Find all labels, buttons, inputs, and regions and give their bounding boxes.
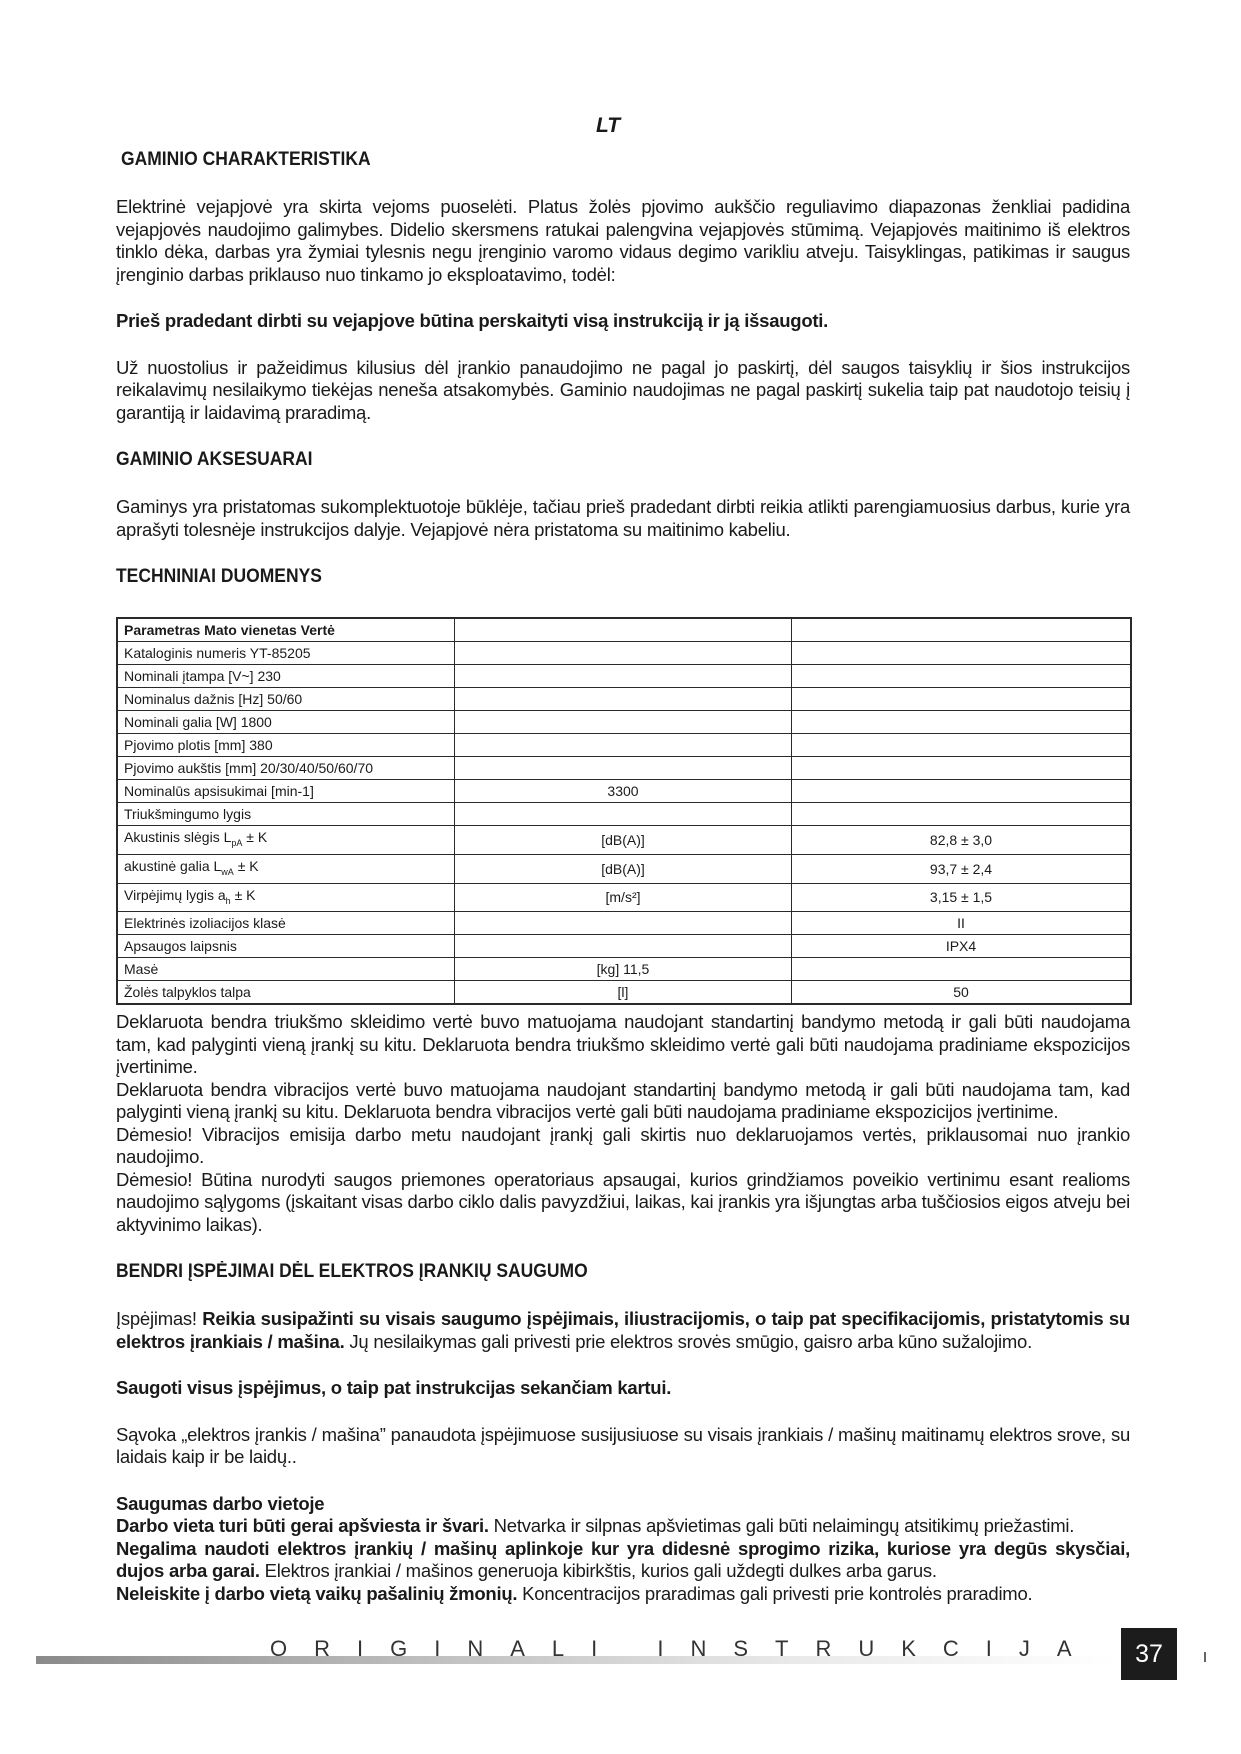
page-content xyxy=(116,148,1130,1605)
value-cell xyxy=(792,734,1132,757)
value-cell xyxy=(792,780,1132,803)
unit-cell: [l] xyxy=(455,981,792,1005)
language-code: LT xyxy=(596,114,621,137)
vibration-note: Deklaruota bendra vibracijos vertė buvo matuojama naudojant standartinį bandymo metodą ir gali būti naudojama tam, kad palyginti vieną įrankį su kitu. Deklaruota bendra vibracijos vertė gali būti naudojama pradiniame ekspozicijos įvertinime. xyxy=(116,1078,1130,1123)
table-row xyxy=(117,734,1131,757)
value-cell xyxy=(792,618,1132,642)
table-row xyxy=(117,826,1131,855)
param-cell: Virpėjimų lygis $a_h \pm K$ xyxy=(117,883,455,912)
table-row xyxy=(117,780,1131,803)
value-cell: IPX4 xyxy=(792,935,1132,958)
table-row xyxy=(117,854,1131,883)
unit-cell xyxy=(455,688,792,711)
value-cell: 3,15 ± 1,5 xyxy=(792,883,1132,912)
unit-cell xyxy=(455,665,792,688)
footer-original-instructions: ORIGINALI INSTRUKCIJA xyxy=(270,1636,1099,1661)
unit-cell xyxy=(455,757,792,780)
table-row xyxy=(117,958,1131,981)
param-cell: Pjovimo plotis [mm] 380 xyxy=(117,734,455,757)
value-cell xyxy=(792,958,1132,981)
unit-cell xyxy=(455,642,792,665)
param-cell: Akustinis slėgis $L_{pA} \pm K$ xyxy=(117,826,455,855)
value-cell: 50 xyxy=(792,981,1132,1005)
concept-paragraph: Sąvoka „elektros įrankis / mašina” panaudota įspėjimuose susijusiuose su visais įrankiais / mašinų maitinamų elektros srove, su laidais kaip ir be laidų.. xyxy=(116,1423,1130,1468)
unit-cell xyxy=(455,711,792,734)
param-cell: Apsaugos laipsnis xyxy=(117,935,455,958)
general-warning-paragraph: Įspėjimas! Reikia susipažinti su visais saugumo įspėjimais, iliustracijomis, o taip pat specifikacijomis, pristatytomis su elektros įrankiais / mašina. Jų nesilaikymas gali privesti prie elektros srovės smūgio, gaisro arba kūno sužalojimo. xyxy=(116,1308,1130,1352)
accessories-paragraph: Gaminys yra pristatomas sukomplektuotoje būklėje, tačiau prieš pradedant dirbti reikia atlikti parengiamuosius darbus, kurie yra aprašyti tolesnėje instrukcijos dalyje. Vejapjovė nėra pristatoma su maitinimo kabeliu. xyxy=(116,496,1130,540)
edge-mark xyxy=(1204,1652,1206,1662)
section-title-general-warnings: BENDRI ĮSPĖJIMAI DĖL ELEKTROS ĮRANKIŲ SAUGUMO xyxy=(116,1261,588,1283)
value-cell xyxy=(792,642,1132,665)
technical-data-table xyxy=(116,617,1132,1005)
value-cell: 93,7 ± 2,4 xyxy=(792,854,1132,883)
unit-cell xyxy=(455,935,792,958)
param-cell: Elektrinės izoliacijos klasė xyxy=(117,912,455,935)
table-row xyxy=(117,711,1131,734)
table-row xyxy=(117,688,1131,711)
section-title-accessories: GAMINIO AKSESUARAI xyxy=(116,449,313,470)
param-cell: Parametras Mato vienetas Vertė xyxy=(117,618,455,642)
value-cell: II xyxy=(792,912,1132,935)
unit-cell xyxy=(455,618,792,642)
table-row xyxy=(117,803,1131,826)
liability-paragraph: Už nuostolius ir pažeidimus kilusius dėl įrankio panaudojimo ne pagal jo paskirtį, dėl saugos taisyklių ir šios instrukcijos reikalavimų nesilaikymo tiekėjas neneša atsakomybės. Gaminio naudojimas ne pagal paskirtį sukelia taip pat naudotojo teisių į garantiją ir laidavimą praradimą. xyxy=(116,356,1130,423)
table-row xyxy=(117,642,1131,665)
unit-cell xyxy=(455,803,792,826)
param-cell: Pjovimo aukštis [mm] 20/30/40/50/60/70 xyxy=(117,757,455,780)
param-cell: Nominali įtampa [V~] 230 xyxy=(117,665,455,688)
table-row xyxy=(117,665,1131,688)
param-cell: Masė xyxy=(117,958,455,981)
noise-note: Deklaruota bendra triukšmo skleidimo vertė buvo matuojama naudojant standartinį bandymo metodą ir gali būti naudojama tam, kad palyginti vieną įrankį su kitu. Deklaruota bendra triukšmo skleidimo vertė gali būti naudojama pradiniame ekspozicijos įvertinime. xyxy=(116,1011,1130,1078)
table-row xyxy=(117,981,1131,1005)
page-number: 37 xyxy=(1121,1628,1177,1680)
workplace-rule-lighting: Darbo vieta turi būti gerai apšviesta ir švari. Netvarka ir silpnas apšvietimas gali būti nelaimingų atsitikimų priežastimi. xyxy=(116,1515,1075,1537)
unit-cell: [dB(A)] xyxy=(455,826,792,855)
value-cell xyxy=(792,757,1132,780)
value-cell xyxy=(792,711,1132,734)
workplace-rule-explosive: Negalima naudoti elektros įrankių / mašinų aplinkoje kur yra didesnė sprogimo rizika, kuriose yra degūs skysčiai, dujos arba garai. Elektros įrankiai / mašinos generuoja kibirkštis, kurios gali uždegti dulkes arba garus. xyxy=(116,1537,1130,1582)
keep-warnings-paragraph: Saugoti visus įspėjimus, o taip pat instrukcijas sekančiam kartui. xyxy=(116,1377,672,1399)
unit-cell: [dB(A)] xyxy=(455,854,792,883)
unit-cell xyxy=(455,734,792,757)
vibration-attention-note: Dėmesio! Vibracijos emisija darbo metu naudojant įrankį gali skirtis nuo deklaruojamos vertės, priklausomai nuo įrankio naudojimo. xyxy=(116,1123,1130,1168)
unit-cell: [m/s²] xyxy=(455,883,792,912)
safety-measures-note: Dėmesio! Būtina nurodyti saugos priemones operatoriaus apsaugai, kurios grindžiamos poveikio vertinimu esant realioms naudojimo sąlygoms (įskaitant visas darbo ciklo dalis pavyzdžiui, laikas, kai įrankis yra išjungtas arba tuščiosios eigos atveju bei aktyvinimo laikas). xyxy=(116,1168,1130,1235)
value-cell xyxy=(792,688,1132,711)
table-row xyxy=(117,883,1131,912)
workplace-safety-subtitle: Saugumas darbo vietoje xyxy=(116,1492,325,1514)
unit-cell: [kg] 11,5 xyxy=(455,958,792,981)
section-title-characteristics: GAMINIO CHARAKTERISTIKA xyxy=(121,149,371,170)
value-cell: 82,8 ± 3,0 xyxy=(792,826,1132,855)
param-cell: Kataloginis numeris YT-85205 xyxy=(117,642,455,665)
param-cell: Nominalūs apsisukimai [min-1] xyxy=(117,780,455,803)
param-cell: Triukšmingumo lygis xyxy=(117,803,455,826)
value-cell xyxy=(792,665,1132,688)
table-row xyxy=(117,618,1131,642)
read-instructions-warning: Prieš pradedant dirbti su vejapjove būtina perskaityti visą instrukciją ir ją išsaugoti. xyxy=(116,310,829,331)
workplace-rule-children: Neleiskite į darbo vietą vaikų pašalinių žmonių. Koncentracijos praradimas gali privesti prie kontrolės praradimo. xyxy=(116,1582,1033,1604)
unit-cell: 3300 xyxy=(455,780,792,803)
table-row xyxy=(117,935,1131,958)
param-cell: akustinė galia $L_{wA} \pm K$ xyxy=(117,854,455,883)
section-title-technical-data: TECHNINIAI DUOMENYS xyxy=(116,566,322,587)
param-cell: Žolės talpyklos talpa xyxy=(117,981,455,1005)
unit-cell xyxy=(455,912,792,935)
table-row xyxy=(117,912,1131,935)
param-cell: Nominalus dažnis [Hz] 50/60 xyxy=(117,688,455,711)
characteristics-paragraph: Elektrinė vejapjovė yra skirta vejoms puoselėti. Platus žolės pjovimo aukščio reguliavimo diapazonas ženkliai padidina vejapjovės naudojimo galimybes. Didelio skersmens ratukai palengvina vejapjovės stūmimą. Vejapjovės maitinimo iš elektros tinklo dėka, darbas yra žymiai tylesnis negu įrenginio varomo vidaus degimo varikliu atveju. Taisyklingas, patikimas ir saugus įrenginio darbas priklauso nuo tinkamo jo eksploatavimo, todėl: xyxy=(116,196,1130,285)
table-row xyxy=(117,757,1131,780)
param-cell: Nominali galia [W] 1800 xyxy=(117,711,455,734)
value-cell xyxy=(792,803,1132,826)
